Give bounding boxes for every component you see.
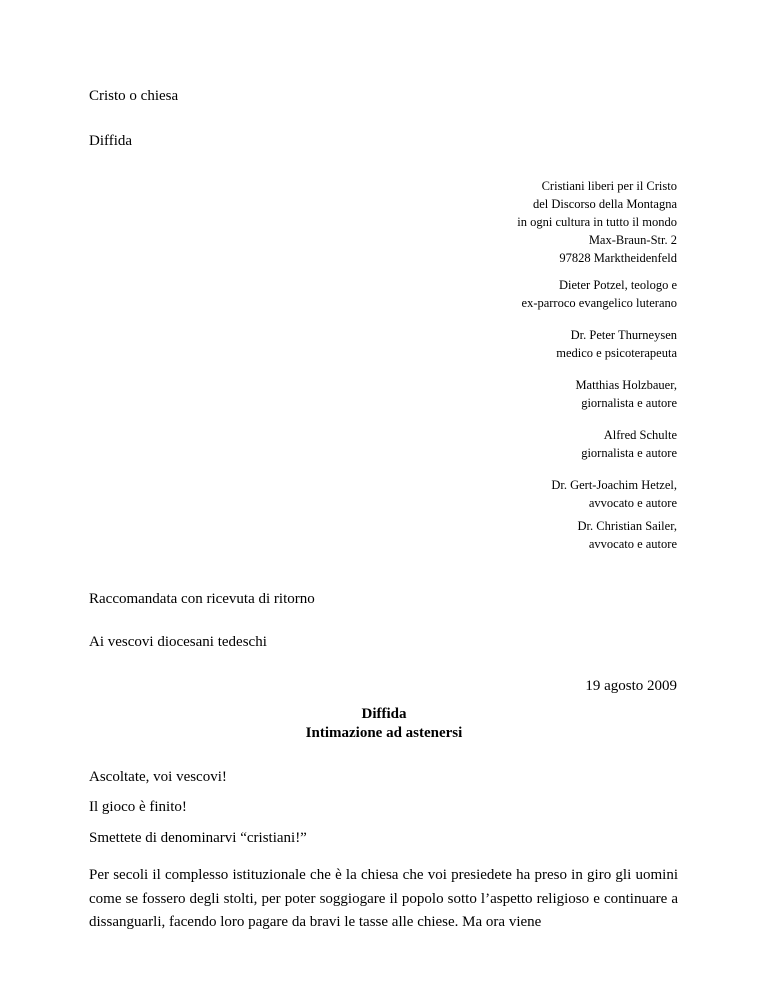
sender-line: Max-Braun-Str. 2 (588, 233, 677, 247)
paragraph-1: Ascoltate, voi vescovi! (89, 769, 227, 785)
recipient: Ai vescovi diocesani tedeschi (89, 634, 267, 650)
sender-line: Dr. Christian Sailer, (577, 519, 677, 533)
sender-line: 97828 Marktheidenfeld (559, 251, 677, 265)
document-title: Cristo o chiesa (89, 88, 179, 104)
sender-line: Dr. Peter Thurneysen (570, 328, 677, 342)
sender-line: avvocato e autore (588, 496, 677, 510)
paragraph-3: Smettete di denominarvi “cristiani!” (89, 830, 307, 846)
sender-block-holzbauer (575, 376, 677, 412)
sender-block-organization (517, 177, 677, 267)
sender-line: Matthias Holzbauer, (575, 378, 677, 392)
sender-line: avvocato e autore (588, 537, 677, 551)
sender-line: ex-parroco evangelico luterano (521, 296, 677, 310)
letter-date: 19 agosto 2009 (585, 678, 677, 694)
sender-line: Alfred Schulte (603, 428, 677, 442)
sender-line: medico e psicoterapeuta (556, 346, 677, 360)
paragraph-4: Per secoli il complesso istituzionale che è la chiesa che voi presiedete ha preso in giro gli uomini come se fossero degli stolti, per poter soggiogare il popolo sotto l’aspetto religioso e continuare a dissanguarli, facendo loro pagare da bravi le tasse alle chiese. Ma ora viene (89, 867, 678, 930)
sender-line: Dieter Potzel, teologo e (558, 278, 677, 292)
sender-line: in ogni cultura in tutto il mondo (517, 215, 677, 229)
heading-title: Diffida (361, 706, 407, 722)
delivery-method: Raccomandata con ricevuta di ritorno (89, 591, 315, 607)
sender-block-schulte (581, 426, 677, 462)
sender-line: Cristiani liberi per il Cristo (541, 179, 677, 193)
sender-block-sailer (578, 517, 678, 553)
sender-line: giornalista e autore (581, 396, 677, 410)
sender-line: Dr. Gert-Joachim Hetzel, (551, 478, 677, 492)
sender-line: giornalista e autore (581, 446, 677, 460)
sender-block-potzel (522, 276, 677, 312)
sender-line: del Discorso della Montagna (532, 197, 677, 211)
document-subtitle: Diffida (89, 133, 133, 149)
paragraph-2: Il gioco è finito! (89, 799, 187, 815)
sender-block-thurneysen (556, 326, 677, 362)
heading-subtitle: Intimazione ad astenersi (305, 725, 463, 741)
sender-block-hetzel (551, 476, 677, 512)
